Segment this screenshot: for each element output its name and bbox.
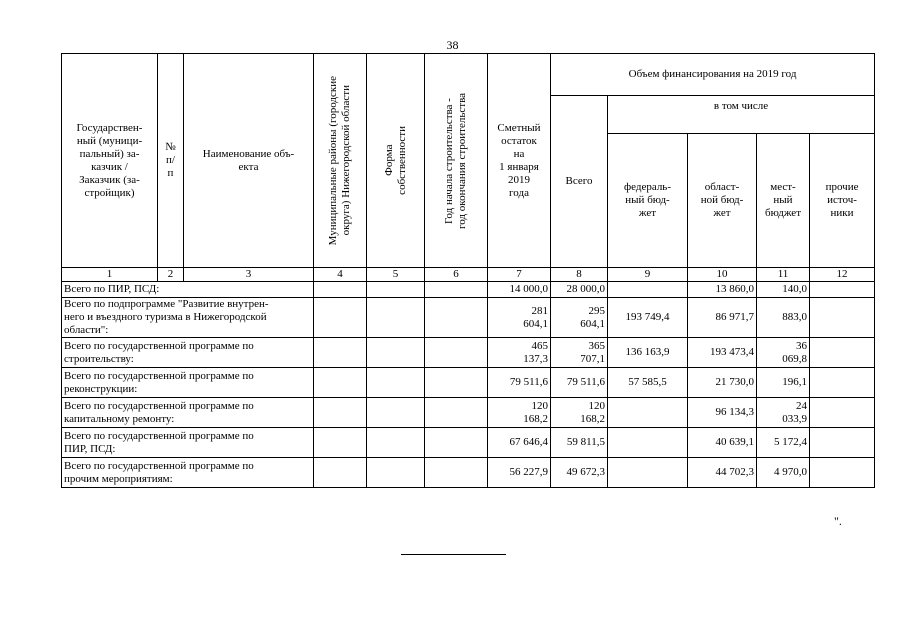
regional-budget-cell: 44 702,3	[688, 458, 757, 488]
federal-budget-cell: 57 585,5	[608, 368, 688, 398]
federal-budget-cell	[608, 398, 688, 428]
header-local-budget: мест- ный бюджет	[757, 134, 810, 268]
regional-budget-cell: 13 860,0	[688, 282, 757, 298]
column-number-row	[62, 268, 875, 282]
table-row	[62, 282, 875, 298]
district-cell	[314, 282, 367, 298]
other-sources-cell	[810, 428, 875, 458]
total-cell: 59 811,5	[551, 428, 608, 458]
years-cell	[425, 458, 488, 488]
page-number: 38	[446, 38, 459, 52]
federal-budget-cell	[608, 458, 688, 488]
district-cell	[314, 298, 367, 338]
header-construction-years: Год начала строительства - год окончания строительства	[425, 54, 488, 268]
local-budget-cell: 24 033,9	[757, 398, 810, 428]
estimated-balance-cell: 14 000,0	[488, 282, 551, 298]
header-estimated-balance: Сметный остаток на 1 января 2019 года	[488, 54, 551, 268]
years-cell	[425, 368, 488, 398]
years-cell	[425, 338, 488, 368]
district-cell	[314, 458, 367, 488]
years-cell	[425, 282, 488, 298]
header-federal-budget: федераль- ный бюд- жет	[608, 134, 688, 268]
column-number: 8	[551, 268, 608, 282]
federal-budget-cell	[608, 428, 688, 458]
regional-budget-cell: 96 134,3	[688, 398, 757, 428]
header-total: Всего	[551, 96, 608, 268]
column-number: 7	[488, 268, 551, 282]
column-number: 11	[757, 268, 810, 282]
header-customer: Государствен- ный (муници- пальный) за- казчик / Заказчик (за- стройщик)	[62, 54, 158, 268]
local-budget-cell: 140,0	[757, 282, 810, 298]
column-number: 2	[158, 268, 184, 282]
column-number: 3	[184, 268, 314, 282]
estimated-balance-cell: 281 604,1	[488, 298, 551, 338]
federal-budget-cell: 193 749,4	[608, 298, 688, 338]
header-district: Муниципальные районы (городские округа) Нижегородской области	[314, 54, 367, 268]
total-cell: 295 604,1	[551, 298, 608, 338]
column-number: 6	[425, 268, 488, 282]
header-regional-budget: област- ной бюд- жет	[688, 134, 757, 268]
regional-budget-cell: 21 730,0	[688, 368, 757, 398]
table-row	[62, 338, 875, 368]
row-label: Всего по государственной программе по реконструкции:	[62, 368, 314, 398]
column-number: 4	[314, 268, 367, 282]
header-funding-2019: Объем финансирования на 2019 год	[551, 54, 875, 96]
table-row	[62, 368, 875, 398]
financing-table	[61, 53, 875, 488]
local-budget-cell: 196,1	[757, 368, 810, 398]
table-row	[62, 458, 875, 488]
header-including: в том числе	[608, 96, 875, 134]
row-label: Всего по государственной программе по строительству:	[62, 338, 314, 368]
column-number: 5	[367, 268, 425, 282]
estimated-balance-cell: 465 137,3	[488, 338, 551, 368]
footnote-separator	[401, 554, 506, 555]
other-sources-cell	[810, 368, 875, 398]
regional-budget-cell: 40 639,1	[688, 428, 757, 458]
column-number: 12	[810, 268, 875, 282]
federal-budget-cell	[608, 282, 688, 298]
other-sources-cell	[810, 398, 875, 428]
federal-budget-cell: 136 163,9	[608, 338, 688, 368]
row-label: Всего по подпрограмме "Развитие внутрен- него и въездного туризма в Нижегородской области":	[62, 298, 314, 338]
local-budget-cell: 883,0	[757, 298, 810, 338]
other-sources-cell	[810, 298, 875, 338]
row-label: Всего по государственной программе по капитальному ремонту:	[62, 398, 314, 428]
header-number: № п/ п	[158, 54, 184, 268]
estimated-balance-cell: 120 168,2	[488, 398, 551, 428]
ownership-cell	[367, 282, 425, 298]
district-cell	[314, 428, 367, 458]
row-label: Всего по государственной программе по прочим мероприятиям:	[62, 458, 314, 488]
district-cell	[314, 338, 367, 368]
other-sources-cell	[810, 338, 875, 368]
years-cell	[425, 428, 488, 458]
regional-budget-cell: 193 473,4	[688, 338, 757, 368]
district-cell	[314, 368, 367, 398]
table-row	[62, 398, 875, 428]
ownership-cell	[367, 398, 425, 428]
estimated-balance-cell: 79 511,6	[488, 368, 551, 398]
closing-quote: ".	[834, 514, 842, 528]
column-number: 1	[62, 268, 158, 282]
total-cell: 79 511,6	[551, 368, 608, 398]
regional-budget-cell: 86 971,7	[688, 298, 757, 338]
total-cell: 28 000,0	[551, 282, 608, 298]
estimated-balance-cell: 67 646,4	[488, 428, 551, 458]
local-budget-cell: 4 970,0	[757, 458, 810, 488]
row-label: Всего по ПИР, ПСД:	[62, 282, 314, 298]
ownership-cell	[367, 428, 425, 458]
local-budget-cell: 5 172,4	[757, 428, 810, 458]
column-number: 10	[688, 268, 757, 282]
column-number: 9	[608, 268, 688, 282]
ownership-cell	[367, 458, 425, 488]
years-cell	[425, 398, 488, 428]
other-sources-cell	[810, 282, 875, 298]
ownership-cell	[367, 338, 425, 368]
header-object-name: Наименование объ- екта	[184, 54, 314, 268]
table-row	[62, 428, 875, 458]
row-label: Всего по государственной программе по ПИР, ПСД:	[62, 428, 314, 458]
ownership-cell	[367, 298, 425, 338]
header-ownership: Форма собственности	[367, 54, 425, 268]
years-cell	[425, 298, 488, 338]
total-cell: 49 672,3	[551, 458, 608, 488]
total-cell: 120 168,2	[551, 398, 608, 428]
local-budget-cell: 36 069,8	[757, 338, 810, 368]
table-row	[62, 298, 875, 338]
estimated-balance-cell: 56 227,9	[488, 458, 551, 488]
other-sources-cell	[810, 458, 875, 488]
total-cell: 365 707,1	[551, 338, 608, 368]
header-other-sources: прочие источ- ники	[810, 134, 875, 268]
district-cell	[314, 398, 367, 428]
ownership-cell	[367, 368, 425, 398]
